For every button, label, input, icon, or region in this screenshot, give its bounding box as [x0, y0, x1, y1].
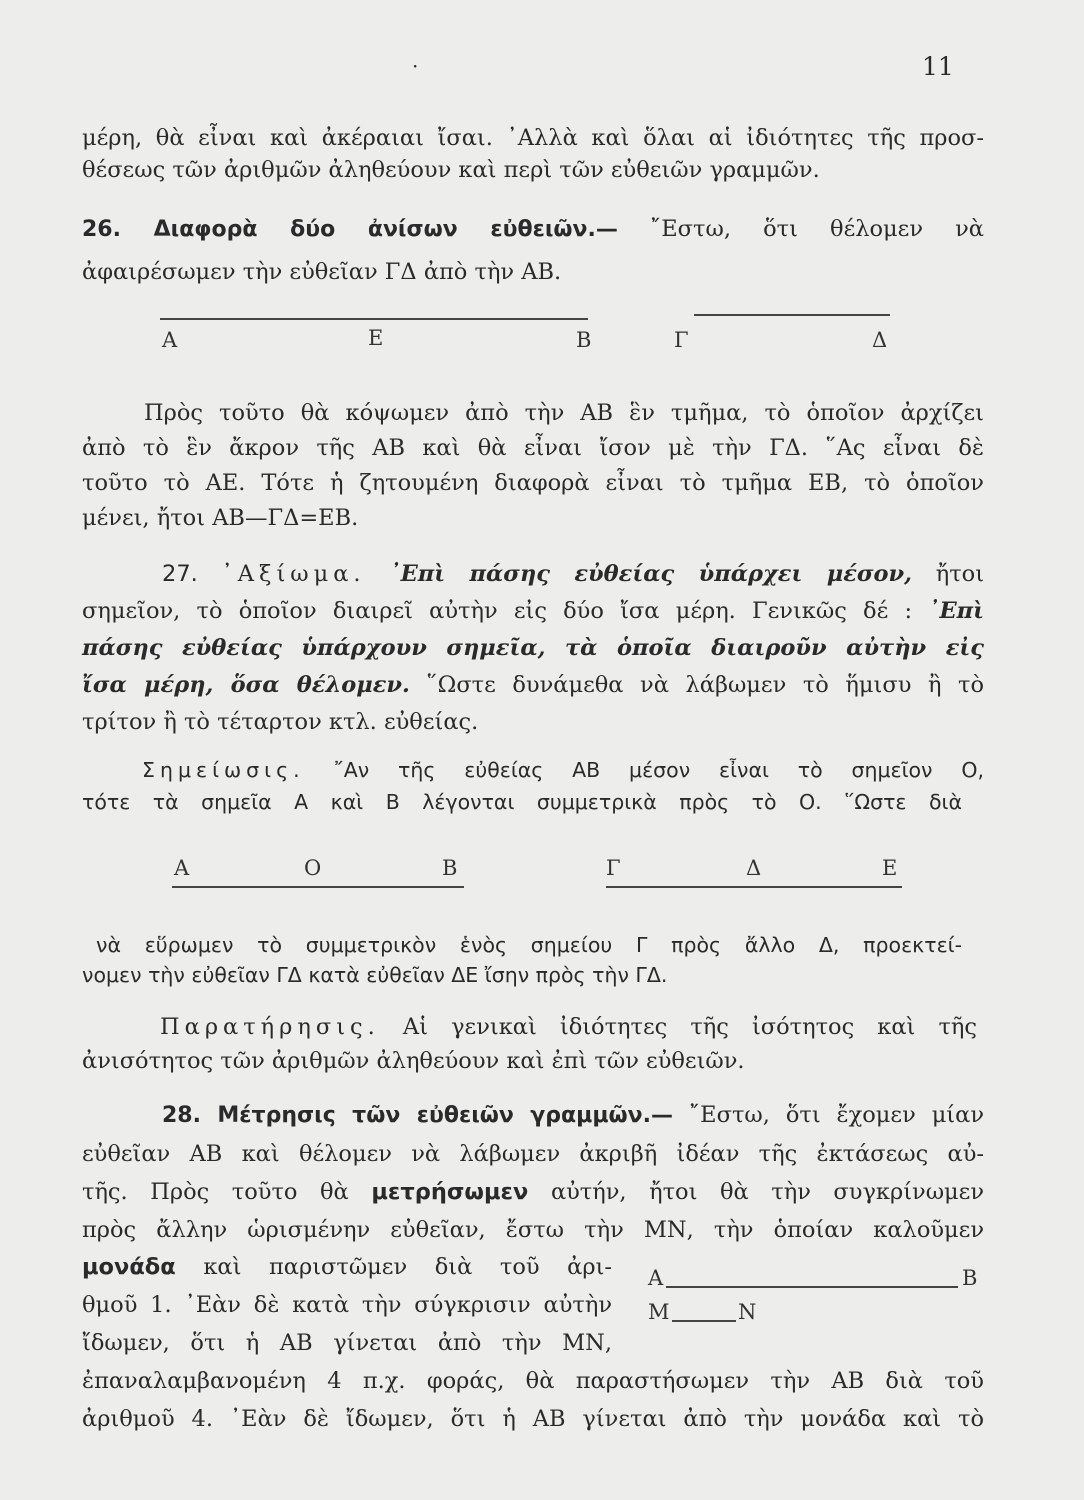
section-27-line5: τρίτον ἢ τὸ τέταρτον κτλ. εὐθείας. [82, 709, 479, 735]
section-28-line3 [82, 1173, 984, 1211]
figure-unit-measure [648, 1262, 988, 1332]
text-line: πρὸς ἄλλην ὡρισμένην εὐθεῖαν, ἔστω τὴν ΜΝ, τὴν ὁποίαν καλοῦμεν [82, 1217, 984, 1243]
keyword-measure: μετρήσωμεν [371, 1179, 529, 1205]
text-line: νὰ εὕρωμεν τὸ συμμετρικὸν ἑνὸς σημείου Γ πρὸς ἄλλο Δ, προεκτεί- [96, 933, 962, 957]
remark-line1 [82, 1010, 977, 1044]
text-line: τοῦτο τὸ ΑΕ. Τότε ἡ ζητουμένη διαφορὰ εἶναι τὸ τμῆμα ΕΒ, τὸ ὁποῖον [82, 470, 984, 496]
segment-ab [160, 318, 588, 320]
text-fragment: ῞Ωστε δυνάμεθα νὰ λάβωμεν τὸ ἥμισυ ἢ τὸ [426, 672, 984, 698]
point-label-e: Ε [882, 856, 898, 880]
section-28-line1 [82, 1096, 984, 1135]
section-27-line1 [82, 556, 984, 593]
text-line: νομεν τὴν εὐθεῖαν ΓΔ κατὰ εὐθεῖαν ΔΕ ἴσην πρὸς τὴν ΓΔ. [82, 963, 668, 987]
text-fragment: ῎Εστω, ὅτι ἔχομεν μίαν [688, 1102, 985, 1128]
section-28-end [82, 1362, 984, 1438]
section-27-title: ᾿Αξίωμα. [221, 561, 366, 587]
segment-ge [606, 886, 902, 888]
text-fragment: Αἱ γενικαὶ ἰδιότητες τῆς ἰσότητος καὶ τῆς [402, 1014, 978, 1040]
page-dot: · [412, 54, 419, 78]
note-line1 [82, 754, 984, 786]
section-26-line [82, 205, 984, 254]
text-line: ἀριθμοῦ 4. ᾿Εὰν δὲ ἴδωμεν, ὅτι ἡ ΑΒ γίνεται ἀπὸ τὴν μονάδα καὶ τὸ [82, 1406, 984, 1432]
text-line: ἀπὸ τὸ ἓν ἄκρον τῆς ΑΒ καὶ θὰ εἶναι ἴσον μὲ τὴν ΓΔ. ῞Ας εἶναι δὲ [82, 435, 984, 461]
point-label-n: Ν [738, 1300, 757, 1324]
figure-symmetric-points [172, 850, 912, 900]
page-number: 11 [922, 52, 954, 81]
section-26-text: ῎Εστω, ὅτι θέλομεν νὰ [650, 216, 984, 242]
section-27-line2 [82, 593, 984, 630]
point-label-b: Β [576, 328, 592, 352]
point-label-a: Α [174, 856, 190, 880]
axiom-bold-fragment: ἴσα μέρη, ὅσα θέλομεν. [82, 672, 410, 698]
segment-ab [666, 1286, 958, 1288]
section-26 [82, 205, 984, 290]
section-26-heading: 26. Διαφορὰ δύο ἀνίσων εὐθειῶν.— [82, 217, 618, 242]
paragraph-symmetric [82, 930, 962, 990]
text-line: εὐθεῖαν ΑΒ καὶ θέλομεν νὰ λάβωμεν ἀκριβῆ ἰδέαν τῆς ἐκτάσεως αὐ- [82, 1141, 984, 1167]
text-fragment: ἤτοι [935, 561, 985, 587]
point-label-e: Ε [368, 326, 384, 350]
figure-ab-gd [160, 312, 900, 362]
point-label-o: Ο [304, 856, 322, 880]
section-27-number: 27. [162, 561, 198, 587]
note-line2: τότε τὰ σημεῖα Α καὶ Β λέγονται συμμετρικὰ πρὸς τὸ Ο. ῞Ωστε διὰ [82, 790, 962, 814]
section-28-heading: 28. Μέτρησις τῶν εὐθειῶν γραμμῶν.— [162, 1103, 673, 1128]
paragraph-intro [82, 122, 984, 186]
section-27-line4 [82, 667, 984, 704]
text-line: μέρη, θὰ εἶναι καὶ ἀκέραιαι ἴσαι. ᾿Αλλὰ καὶ ὅλαι αἱ ἰδιότητες τῆς προσ- [82, 125, 984, 151]
point-label-a: Α [648, 1266, 664, 1290]
note-title: Σημείωσις. [142, 758, 305, 782]
section-27 [82, 556, 984, 741]
point-label-a: Α [162, 328, 178, 352]
point-label-g: Γ [606, 856, 621, 880]
paragraph-difference [82, 396, 984, 536]
segment-mn [672, 1320, 736, 1322]
point-label-g: Γ [674, 328, 689, 352]
text-fragment: ῎Αν τῆς εὐθείας ΑΒ μέσον εἶναι τὸ σημεῖον Ο, [333, 758, 984, 782]
point-label-b: Β [442, 856, 458, 880]
point-label-b: Β [962, 1266, 978, 1290]
text-line: Πρὸς τοῦτο θὰ κόψωμεν ἀπὸ τὴν ΑΒ ἓν τμῆμα, τὸ ὁποῖον ἀρχίζει [144, 400, 984, 426]
point-label-d: Δ [746, 856, 762, 880]
text-fragment: καὶ παριστῶμεν διὰ τοῦ ἀρι- [203, 1254, 612, 1280]
point-label-m: Μ [648, 1300, 670, 1324]
text-line: ἐπαναλαμβανομένη 4 π.χ. φοράς, θὰ παραστήσωμεν τὴν ΑΒ διὰ τοῦ [82, 1368, 984, 1394]
text-fragment: τῆς. Πρὸς τοῦτο θὰ [82, 1179, 349, 1205]
keyword-unit: μονάδα [82, 1254, 176, 1280]
section-26-line2: ἀφαιρέσωμεν τὴν εὐθεῖαν ΓΔ ἀπὸ τὴν ΑΒ. [82, 259, 562, 285]
point-label-d: Δ [872, 328, 888, 352]
text-line: θέσεως τῶν ἀριθμῶν ἀληθεύουν καὶ περὶ τῶν εὐθειῶν γραμμῶν. [82, 157, 820, 183]
remark-title: Παρατήρησις. [160, 1014, 380, 1040]
section-28 [82, 1096, 984, 1249]
segment-gd [694, 314, 890, 316]
note-block [82, 754, 984, 818]
text-fragment: αὐτήν, ἤτοι θὰ τὴν συγκρίνωμεν [550, 1179, 985, 1205]
section-27-line3: πάσης εὐθείας ὑπάρχουν σημεῖα, τὰ ὁποῖα διαιροῦν αὐτὴν εἰς [82, 635, 984, 661]
text-line: θμοῦ 1. ᾿Εὰν δὲ κατὰ τὴν σύγκρισιν αὐτὴν [82, 1292, 612, 1318]
text-line: ἴδωμεν, ὅτι ἡ ΑΒ γίνεται ἀπὸ τὴν ΜΝ, [82, 1330, 612, 1356]
text-line: μένει, ἤτοι ΑΒ—ΓΔ=ΕΒ. [82, 505, 359, 531]
text-fragment: σημεῖον, τὸ ὁποῖον διαιρεῖ αὐτὴν εἰς δύο ἴσα μέρη. Γενικῶς δέ : [82, 598, 913, 624]
section-28-narrow [82, 1248, 612, 1362]
section-28-line5 [82, 1248, 612, 1286]
segment-ab [172, 886, 464, 888]
remark-block [82, 1010, 977, 1078]
remark-line2: ἀνισότητος τῶν ἀριθμῶν ἀληθεύουν καὶ ἐπὶ τῶν εὐθειῶν. [82, 1048, 745, 1074]
axiom-bold-fragment: ᾿Επὶ [928, 598, 985, 624]
axiom-statement: ᾿Επὶ πάσης εὐθείας ὑπάρχει μέσον, [389, 561, 912, 587]
